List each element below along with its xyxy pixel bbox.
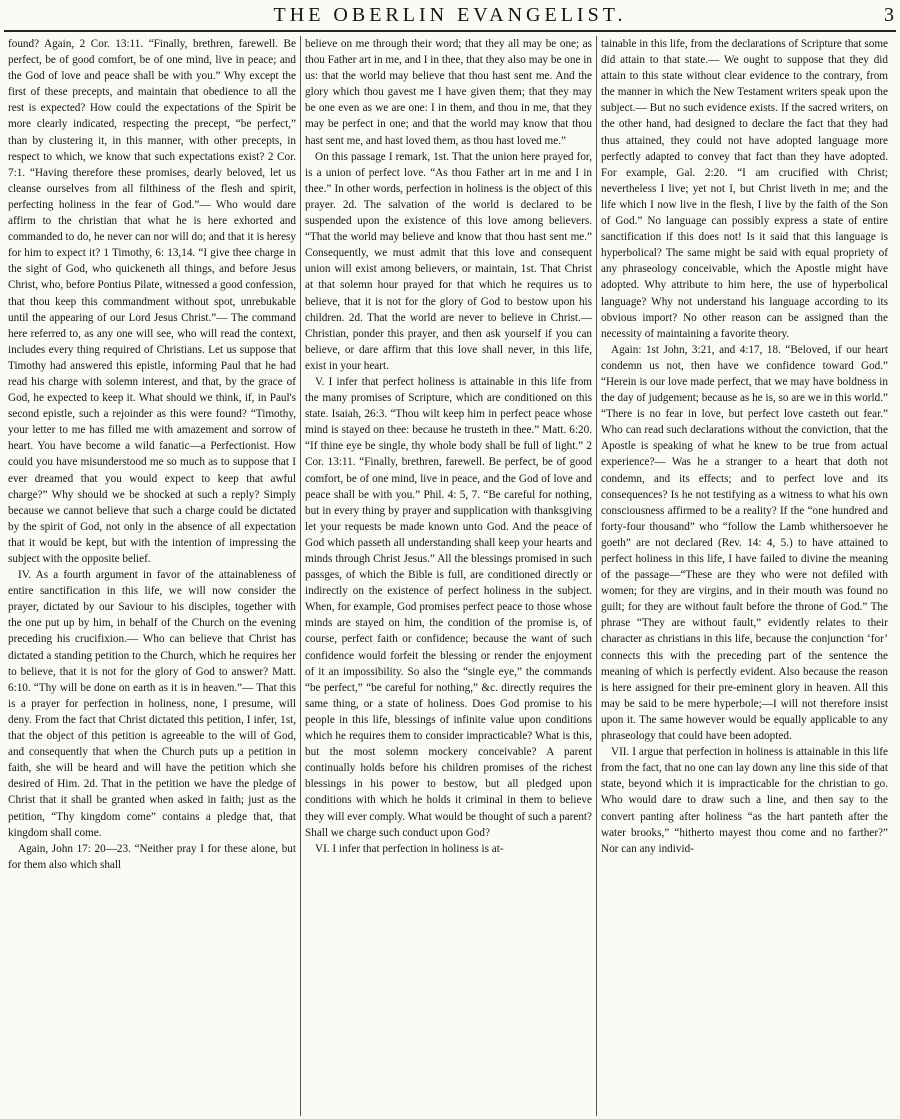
newspaper-title: THE OBERLIN EVANGELIST.	[273, 4, 627, 26]
page-number: 3	[884, 4, 894, 26]
column-3	[596, 36, 892, 1116]
article-columns	[4, 36, 896, 1116]
paragraph: VI. I infer that perfection in holiness is at-	[315, 842, 504, 855]
paragraph: IV. As a fourth argument in favor of the attainableness of entire sanctification in this life, we will now consider the prayer, dictated by our Saviour to his disciples, together with the one put up by him, in behalf of the Church on the evening preceding his crucifixion.— Who can believe that Christ has dictated a standing petition to the Church, which he requires her to believe, that it is not for the glory of God to answer? Matt. 6:10. “Thy will be done on earth as it is in heaven.”— That this is a prayer for perfection in holiness, none, I presume, will deny. From the fact that Christ dictated this petition, I infer, 1st, that the object of this petition is agreeable to the will of God, and consequently that when the Church puts up a petition in faith, she will be heard and will have the petition which she desired of Him. 2d. That in the petition we have the pledge of Christ that it shall be granted when asked in faith; just as the petition, “Thy kingdom come” contains a pledge that, that kingdom shall come.	[8, 569, 296, 839]
column-1	[4, 36, 300, 1116]
paragraph: found? Again, 2 Cor. 13:11. “Finally, brethren, farewell. Be perfect, be of good comfort, be of one mind, live in peace; and the God of love and peace shall be with you.” Why except the first of these precepts, and maintain that obedience to all the rest is expected? How could the expectations of the Spirit be more clearly indicated, respecting the precept, “be perfect,” than by clustering it, in this manner, with other precepts, in respect to which, we know that such expectations exist? 2 Cor. 7:1. “Having therefore these promises, dearly beloved, let us cleanse ourselves from all filthiness of the flesh and spirit, perfecting holiness in the fear of God.”— Who would dare affirm to the christian that what he is here exhorted and commanded to do, he never can nor will do; and that it is heresy for him to expect it? 1 Timothy, 6: 13,14. “I give thee charge in the sight of God, who quickeneth all things, and before Jesus Christ, who, before Pontius Pilate, witnessed a good confession, that thou keep this commandment without spot, unrebukable until the appearing of our Lord Jesus Christ.”— The command here referred to, as any one will see, who will read the context, includes every thing required of Christians. Let us suppose that Timothy had answered this epistle, informing Paul that he had read his charge with solemn interest, and that, by the grace of God, he expected to keep it. What should we think, if, in Paul's second epistle, such a rejoinder as this were found? “Timothy, your letter to me has filled me with amazement and sorrow of heart. You have become a wild fanatic—a Perfectionist. How could you have misunderstood me so much as to suppose that I ever dreamed that you would expect to keep that awful charge?” Why should we be shocked at such a reply? Simply because we cannot believe that such a charge could be dictated by the spirit of God, not only in the absence of all expectation that it would be kept, but with the intention of impressing the subject with the opposite belief.	[8, 38, 296, 565]
paragraph: believe on me through their word; that they all may be one; as thou Father art in me, and I in thee, that they also may be one in us: that the world may believe that thou hast sent me. And the glory which thou gavest me I have given them; that they may be one even as we are one: I in them, and thou in me, that they may be perfect in one; and that the world may know that thou hast sent me, and hast loved them, as thou hast loved me.”	[305, 38, 592, 147]
paragraph: On this passage I remark, 1st. That the union here prayed for, is a union of perfect love. “As thou Father art in me and I in thee.” In other words, perfection in holiness is the object of this prayer. 2d. The salvation of the world is declared to be suspended upon the existence of this love among believers. “That the world may believe and know that thou hast sent me.” Consequently, we must admit that this love and consequent union will exist among believers, or maintain, 1st. That Christ at that solemn hour prayed for that which he requires us to believe, that it is not for the glory of God to bestow upon his children. 2d. That the world are never to believe in Christ.— Christian, ponder this prayer, and then ask yourself if you can believe, or dare affirm that this love shall never, in this life, exist in your heart.	[305, 150, 592, 372]
paragraph: Again: 1st John, 3:21, and 4:17, 18. “Beloved, if our heart condemn us not, then have we confidence toward God.” “Herein is our love made perfect, that we may have boldness in the day of judgement; because as he is, so are we in this world.” “There is no fear in love, but perfect love casteth out fear.” Who can read such declarations without the conviction, that the Apostle is speaking of what he knew to be true from actual experience?— Was he a stranger to a heart that doth not condemn, and its effects; and to perfect love and its consequences? Is he not testifying as a witness to what his own consciousness affirmed to be a reality? If the “one hundred and forty-four thousand” who “follow the Lamb whithersoever he goeth” are not declared (Rev. 14: 4, 5.) to have attained to perfect holiness in this life, I have failed to divine the meaning of the passage—“These are they who were not defiled with women; for they are virgins, and in their mouth was found no guilt; for they are without fault before the throne of God.” The phrase “They are without fault,” evidently relates to their character as christians in this life, because the conjunction ‘for’ connects this with the preceding part of the sentence the meaning of which is perfectly evident. Also because the reason is here assigned for their pre-eminent glory in heaven. All this may be said to be mere hyperbole;—I will not therefore insist upon it. The same however would be equally applicable to any phraseology that could have been adopted.	[601, 343, 888, 743]
paragraph: Again, John 17: 20—23. “Neither pray I for these alone, but for them also which shall	[8, 842, 296, 871]
paragraph: V. I infer that perfect holiness is attainable in this life from the many promises of Scripture, which are conditioned on this state. Isaiah, 26:3. “Thou wilt keep him in perfect peace whose mind is stayed on thee: because he trusteth in thee.” Matt. 6:20. “If thine eye be single, thy whole body shall be full of light.” 2 Cor. 13:11. “Finally, brethren, farewell. Be perfect, be of good comfort, be of one mind, live in peace, and the God of love and peace shall be with you.” Phil. 4: 5, 7. “Be careful for nothing, but in every thing by prayer and supplication with thanksgiving let your requests be made known unto God. And the peace of God which passeth all understanding shall keep your hearts and minds through Christ Jesus.” All the blessings promised in such passges, of which the Bible is full, are conditioned directly or indirectly on the existence of perfect holiness in the subject. When, for example, God promises perfect peace to those whose minds are stayed on him, the condition of the promise is, of course, perfect faith or confidence; because the want of such confidence would forfeit the blessing or render the enjoyment of it an impossibility. So also the “single eye,” the commands “be perfect,” “be careful for nothing,” &c. directly requires the same thing, or a state of holiness. Does God promise to his people in this life, blessings of infinite value upon conditions which he requires them to consider impracticable? What is this, but the most solemn mockery conceivable? A parent continually holds before his children promises of the richest blessings in his power to bestow, but all pledged upon conditions with which he holds it criminal in them to believe they will ever comply. What would be thought of such a parent? Shall we charge such conduct upon God?	[305, 375, 592, 839]
column-2	[300, 36, 596, 1116]
masthead	[0, 0, 900, 32]
paragraph: VII. I argue that perfection in holiness is attainable in this life from the fact, that no one can lay down any line this side of that state, beyond which it is impracticable for the christian to go. Who would dare to draw such a line, and then say to the convert panting after holiness “as the hart panteth after the water brooks,” “hitherto mayest thou come and no farther?” Nor can any individ-	[601, 746, 888, 855]
header-rule	[4, 30, 896, 32]
paragraph: tainable in this life, from the declarations of Scripture that some did attain to that state.— We ought to suppose that they did attain to this state without clear evidence to the contrary, from the manner in which the New Testament writers speak upon the subject.— But no such evidence exists. If the sacred writers, on the other hand, had designed to declare the fact that they had thus attained, they could not have adopted language more perfectly adapted to convey that fact than they have adopted. For example, Gal. 2:20. “I am crucified with Christ; nevertheless I live; yet not I, but Christ liveth in me; and the life which I now live in the flesh, I live by the faith of the Son of God.” No language can possibly express a state of entire sanctification if this does not! Is it said that this language is hyperbolical? The same might be said with equal propriety of any phraseology conceivable, which the Apostle might have adopted. Why attribute to him here, the use of hyperbolical language? Why not understand his language according to its obvious import? No other reason can be assigned than the necessity of maintaining a favorite theory.	[601, 38, 888, 340]
